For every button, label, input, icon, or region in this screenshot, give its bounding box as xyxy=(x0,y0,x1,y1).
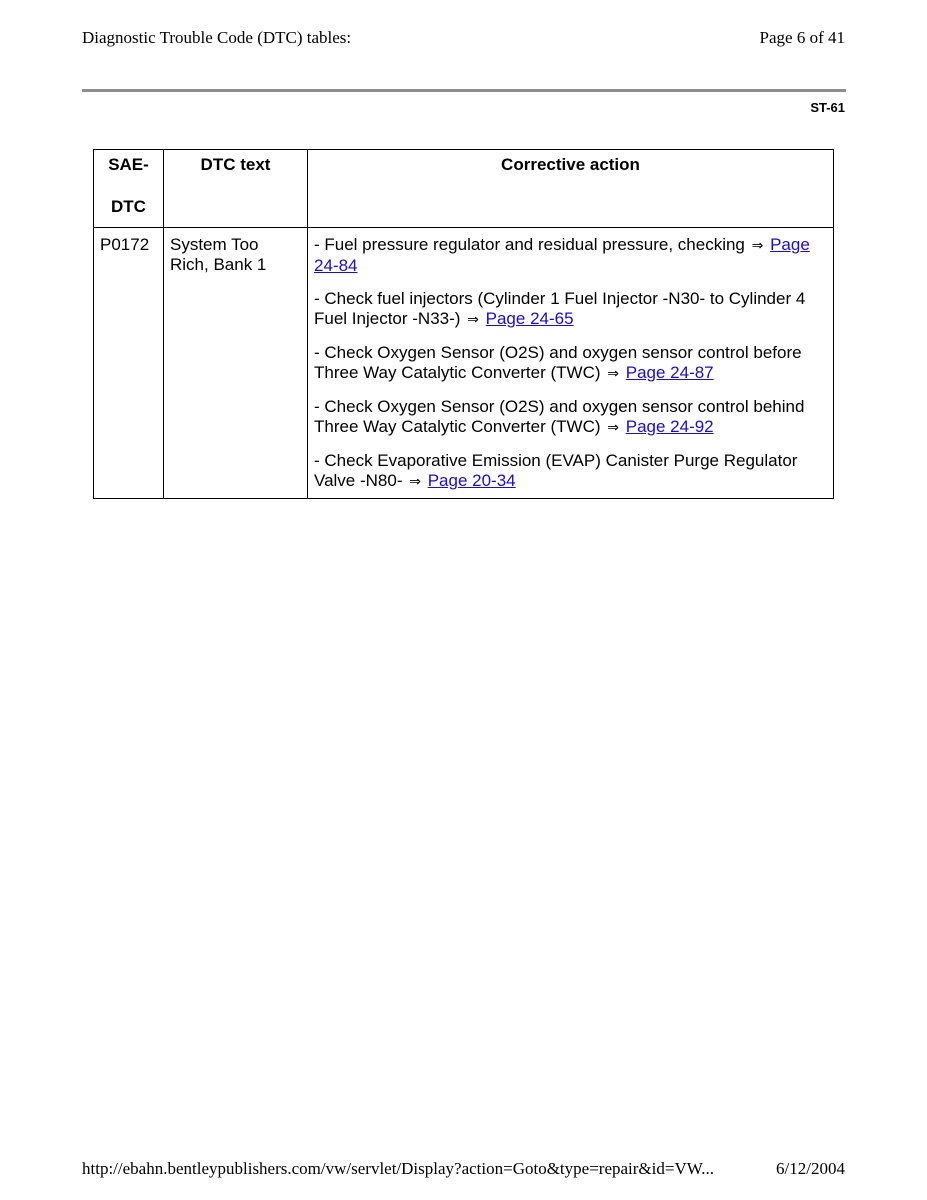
action-item xyxy=(314,289,827,330)
column-header-sae-dtc xyxy=(94,150,164,228)
action-text: - Check Oxygen Sensor (O2S) and oxygen sensor control behind Three Way Catalytic Converter (TWC) xyxy=(314,397,805,436)
action-text: - Check fuel injectors (Cylinder 1 Fuel Injector -N30- to Cylinder 4 Fuel Injector -N33-) xyxy=(314,289,806,328)
footer-date: 6/12/2004 xyxy=(776,1159,845,1178)
action-item xyxy=(314,343,827,384)
table-row xyxy=(94,228,834,499)
action-item xyxy=(314,397,827,438)
arrow-icon: ⇒ xyxy=(607,366,619,382)
dtc-table xyxy=(93,149,834,499)
footer-url: http://ebahn.bentleypublishers.com/vw/servlet/Display?action=Goto&type=repair&id=VW... xyxy=(82,1159,714,1178)
page-link[interactable]: Page 24-84 xyxy=(314,235,810,275)
document-title: Diagnostic Trouble Code (DTC) tables: xyxy=(82,28,352,47)
page-number: Page 6 of 41 xyxy=(759,28,845,47)
action-text: - Check Oxygen Sensor (O2S) and oxygen sensor control before Three Way Catalytic Converter (TWC) xyxy=(314,343,802,382)
section-code: ST-61 xyxy=(810,100,845,115)
dtc-code-cell: P0172 xyxy=(94,228,164,499)
column-header-dtc-text: DTC text xyxy=(164,150,308,228)
page-link[interactable]: Page 24-65 xyxy=(485,309,574,328)
column-header-sae-line2: DTC xyxy=(111,197,146,216)
table-header-row xyxy=(94,150,834,228)
page-link[interactable]: Page 20-34 xyxy=(427,471,516,490)
page-link[interactable]: Page 24-87 xyxy=(625,363,714,382)
column-header-corrective-action: Corrective action xyxy=(308,150,834,228)
arrow-icon: ⇒ xyxy=(467,312,479,328)
action-item xyxy=(314,235,827,276)
arrow-icon: ⇒ xyxy=(607,420,619,436)
arrow-icon: ⇒ xyxy=(751,238,764,254)
header-divider xyxy=(82,89,846,92)
arrow-icon: ⇒ xyxy=(409,474,421,490)
action-text: - Check Evaporative Emission (EVAP) Canister Purge Regulator Valve -N80- xyxy=(314,451,798,490)
action-item xyxy=(314,451,827,492)
dtc-text-cell: System Too Rich, Bank 1 xyxy=(164,228,308,499)
page-link[interactable]: Page 24-92 xyxy=(625,417,714,436)
column-header-sae-line1: SAE- xyxy=(108,155,149,174)
action-text: - Fuel pressure regulator and residual pressure, checking xyxy=(314,235,745,254)
corrective-action-cell xyxy=(308,228,834,499)
